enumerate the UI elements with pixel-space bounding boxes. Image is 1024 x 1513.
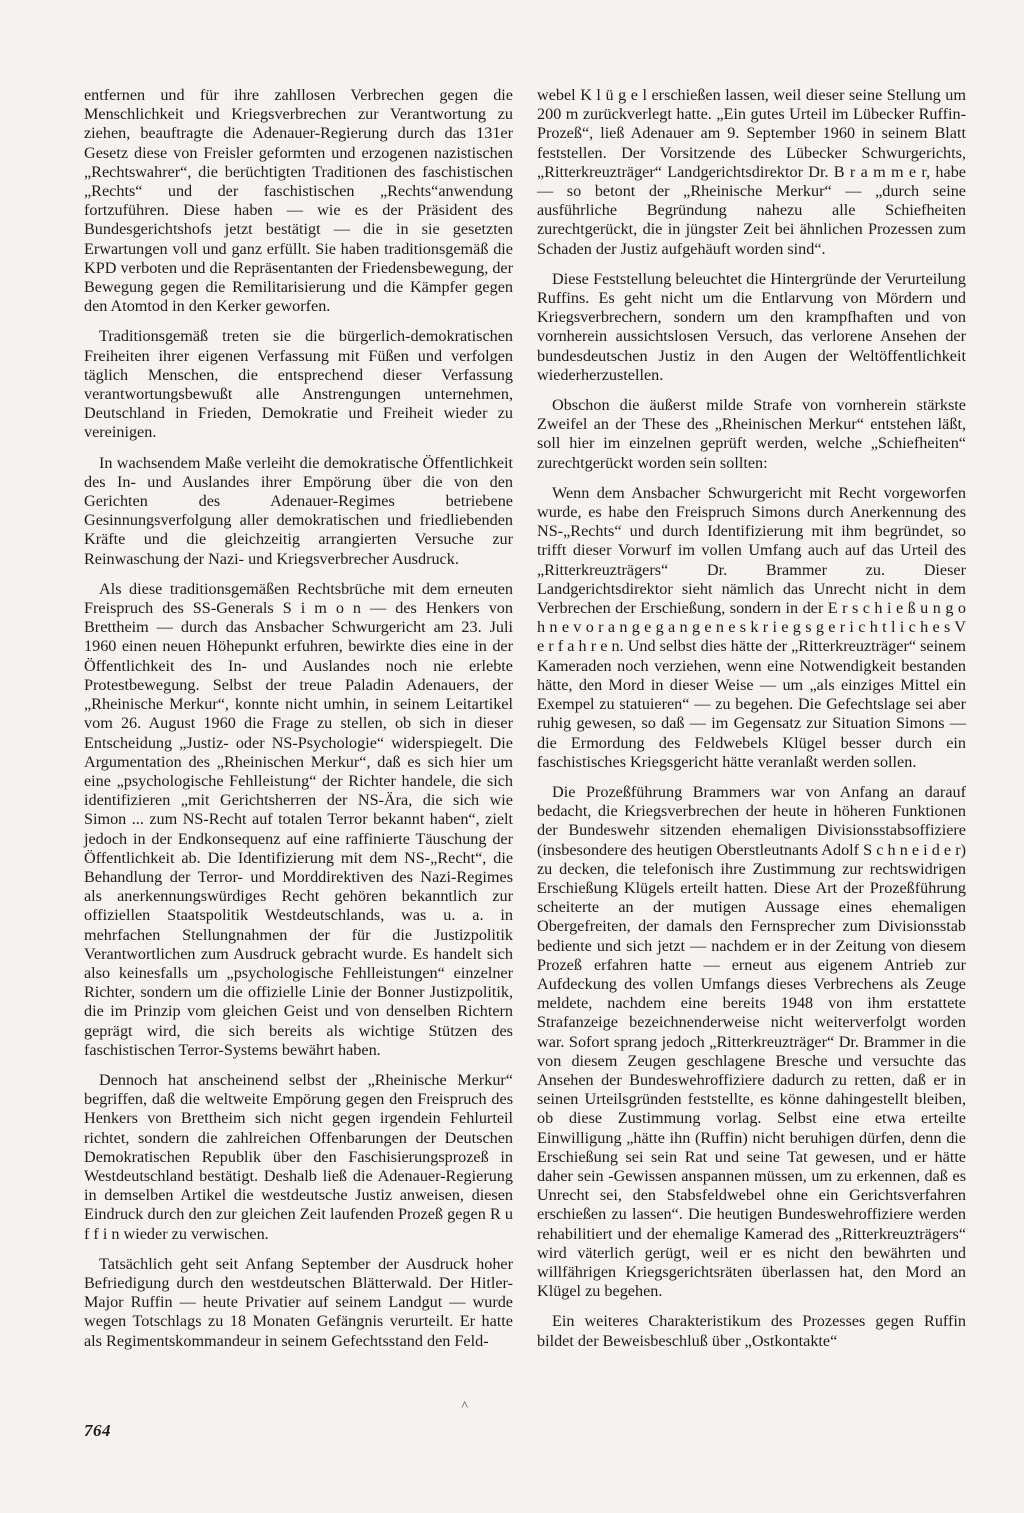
left-column <box>84 86 513 1362</box>
paragraph: Die Prozeßführung Brammers war von Anfang an darauf bedacht, die Kriegsverbrechen der heute in höheren Funktionen der Bundeswehr sitzenden ehemaligen Divisionsstabsoffiziere (insbesondere des heutigen Oberstleutnants Adolf S c h n e i d e r) zu decken, die telefonisch ihre Zustimmung zur rechtswidrigen Erschießung Klügels erteilt hatten. Diese Art der Prozeßführung scheiterte an der mutigen Aussage eines ehemaligen Obergefreiten, der damals den Fernsprecher zum Divisionsstab bediente und sich jetzt — nachdem er in der Zeitung von diesem Prozeß erfahren hatte — erneut aus eigenem Antrieb zur Aufdeckung des vollen Umfangs dieses Verbrechens als Zeuge meldete, nachdem eine bereits 1948 von ihm erstattete Strafanzeige bezeichnenderweise nicht weiterverfolgt worden war. Sofort sprang jedoch „Ritterkreuzträger“ Dr. Brammer in die von diesem Zeugen geschlagene Bresche und versuchte das Ansehen der Bundeswehroffiziere dadurch zu retten, daß er in seinen Urteilsgründen feststellte, es könne dahingestellt bleiben, ob diese Zustimmung vorlag. Selbst eine etwa erteilte Einwilligung „hätte ihn (Ruffin) nicht beruhigen dürfen, denn die Erschießung sei sein Rat und seine Tat gewesen, und er hätte daher sein -Gewissen anspannen müssen, um zu erkennen, daß es Unrecht sei, den Stabsfeldwebel ohne ein Gerichtsverfahren erschießen zu lassen“. Die heutigen Bundeswehroffiziere werden rehabilitiert und der ehemalige Kamerad des „Ritterkreuzträgers“ wird väterlich gerügt, weil er es nicht den bewährten und willfährigen Kriegsgerichtsräten überlassen hat, den Mord an Klügel zu begehen. <box>537 782 966 1301</box>
paragraph: Traditionsgemäß treten sie die bürgerlich-demokratischen Freiheiten ihrer eigenen Verfassung mit Füßen und verfolgen täglich Menschen, die entsprechend dieser Verfassung verantwortungsbewußt alle Anstrengungen unternehmen, Deutschland in Frieden, Demokratie und Freiheit wieder zu vereinigen. <box>84 327 513 442</box>
paragraph: entfernen und für ihre zahllosen Verbrechen gegen die Menschlichkeit und Kriegsverbrechen zur Verantwortung zu ziehen, beauftragte die Adenauer-Regierung durch das 131er Gesetz diese von Freisler geformten und erzogenen nazistischen „Rechtswahrer“, die berüchtigten Traditionen des faschistischen „Rechts“ und der faschistischen „Rechts“anwendung fortzuführen. Diese haben — wie es der Präsident des Bundesgerichtshofs jetzt bestätigt — die in sie gesetzten Erwartungen voll und ganz erfüllt. Sie haben traditionsgemäß die KPD verboten und die Repräsentanten der Friedensbewegung, der Bewegung gegen die Remilitarisierung und die Kämpfer gegen den Atomtod in den Kerker geworfen. <box>84 86 513 316</box>
paragraph: In wachsendem Maße verleiht die demokratische Öffentlichkeit des In- und Auslandes ihrer Empörung über die von den Gerichten des Adenauer-Regimes betriebene Gesinnungsverfolgung aller demokratischen und friedliebenden Kräfte und die gleichzeitig arrangierten Versuche zur Reinwaschung der Nazi- und Kriegsverbrecher Ausdruck. <box>84 453 513 568</box>
paragraph: Wenn dem Ansbacher Schwurgericht mit Recht vorgeworfen wurde, es habe den Freispruch Simons durch Anerkennung des NS-„Rechts“ und durch Identifizierung mit ihm begründet, so trifft dieser Vorwurf im vollen Umfang auch auf das Urteil des „Ritterkreuzträgers“ Dr. Brammer zu. Dieser Landgerichtsdirektor sieht nämlich das Unrecht nicht in dem Verbrechen der Erschießung, sondern in der E r s c h i e ß u n g o h n e v o r a n g e g a n g e n e s k r i e g s g e r i c h t l i c h e s V e r f a h r e n. Und selbst dies hätte der „Ritterkreuzträger“ seinem Kameraden noch verziehen, wenn eine Notwendigkeit bestanden hätte, den Mord in dieser Weise — um „als einziges Mittel ein Exempel zu statuieren“ — zu begehen. Die Gefechtslage sei aber ruhig gewesen, so daß — im Gegensatz zur Situation Simons — die Ermordung des Feldwebels Klügel besser durch ein faschistisches Kriegsgericht hätte veranlaßt werden sollen. <box>537 483 966 771</box>
right-column <box>537 86 966 1362</box>
paragraph: Dennoch hat anscheinend selbst der „Rheinische Merkur“ begriffen, daß die weltweite Empörung gegen den Freispruch des Henkers von Brettheim sich nicht gegen irgendein Fehlurteil richtet, sondern die zahlreichen Offenbarungen der Deutschen Demokratischen Republik über den Faschisierungsprozeß in Westdeutschland bestätigt. Deshalb ließ die Adenauer-Regierung in demselben Artikel die westdeutsche Justiz anweisen, diesen Eindruck durch den zur gleichen Zeit laufenden Prozeß gegen R u f f i n wieder zu verwischen. <box>84 1070 513 1243</box>
paragraph: Diese Feststellung beleuchtet die Hintergründe der Verurteilung Ruffins. Es geht nicht um die Entlarvung von Mördern und Kriegsverbrechern, sondern um den krampfhaften und von vornherein aussichtslosen Versuch, das verlorene Ansehen der bundesdeutschen Justiz in den Augen der Weltöffentlichkeit wiederherzustellen. <box>537 269 966 384</box>
page-number: 764 <box>84 1421 111 1440</box>
paragraph: Obschon die äußerst milde Strafe von vornherein stärkste Zweifel an der These des „Rheinischen Merkur“ entstehen läßt, soll hier im einzelnen geprüft werden, welche „Schiefheiten“ zurechtgerückt worden sein sollten: <box>537 396 966 472</box>
paragraph: Ein weiteres Charakteristikum des Prozesses gegen Ruffin bildet der Beweisbeschluß über „Ostkontakte“ <box>537 1312 966 1350</box>
paragraph: webel K l ü g e l erschießen lassen, weil dieser seine Stellung um 200 m zurückverlegt hatte. „Ein gutes Urteil im Lübecker Ruffin-Prozeß“, ließ Adenauer am 9. September 1960 in seinem Blatt feststellen. Der Vorsitzende des Lübecker Schwurgerichts, „Ritterkreuzträger“ Landgerichtsdirektor Dr. B r a m m e r, habe — so betont der „Rheinische Merkur“ — „durch seine ausführliche Begründung nahezu alle Schiefheiten zurechtgerückt, die in jüngster Zeit bei ähnlichen Prozessen zum Schaden der Justiz aufgehäuft worden sind“. <box>537 86 966 258</box>
paragraph: Als diese traditionsgemäßen Rechtsbrüche mit dem erneuten Freispruch des SS-Generals S i m o n — des Henkers von Brettheim — durch das Ansbacher Schwurgericht am 23. Juli 1960 einen neuen Höhepunkt erfuhren, bewirkte dies eine in der Öffentlichkeit des In- und Auslandes noch nie erlebte Protestbewegung. Selbst der treue Paladin Adenauers, der „Rheinische Merkur“, konnte nicht umhin, in seinem Leitartikel vom 26. August 1960 die Frage zu stellen, ob sich in dieser Entscheidung „Justiz- oder NS-Psychologie“ widerspiegelt. Die Argumentation des „Rheinischen Merkur“, daß es sich hier um eine „psychologische Fehlleistung“ der Richter handele, die sich identifizieren „mit Gerichtsherren der NS-Ära, die sich wie Simon ... zum NS-Recht auf totalen Terror bekannt haben“, zielt jedoch in der Endkonsequenz auf eine raffinierte Täuschung der Öffentlichkeit ab. Die Identifizierung mit dem NS-„Recht“, die Behandlung der Terror- und Morddirektiven des Nazi-Regimes als anerkennungswürdiges Recht gehören bekanntlich zur offiziellen Staatspolitik Westdeutschlands, was u. a. in mehrfachen Stellungnahmen der für die Justizpolitik Verantwortlichen zum Ausdruck gebracht wurde. Es handelt sich also keinesfalls um „psychologische Fehlleistungen“ einzelner Richter, sondern um die offizielle Linie der Bonner Justizpolitik, die im Prinzip vom gleichen Geist und von denselben Richtern geprägt wird, die sich bereits als wichtige Stützen des faschistischen Terror-Systems bewährt haben. <box>84 579 513 1059</box>
print-mark: ˄ <box>461 1397 469 1412</box>
paragraph: Tatsächlich geht seit Anfang September der Ausdruck hoher Befriedigung durch den westdeutschen Blätterwald. Der Hitler-Major Ruffin — heute Privatier auf seinem Landgut — wurde wegen Totschlags zu 18 Monaten Gefängnis verurteilt. Er hatte als Regimentskommandeur in seinem Gefechtsstand den Feld- <box>84 1254 513 1350</box>
